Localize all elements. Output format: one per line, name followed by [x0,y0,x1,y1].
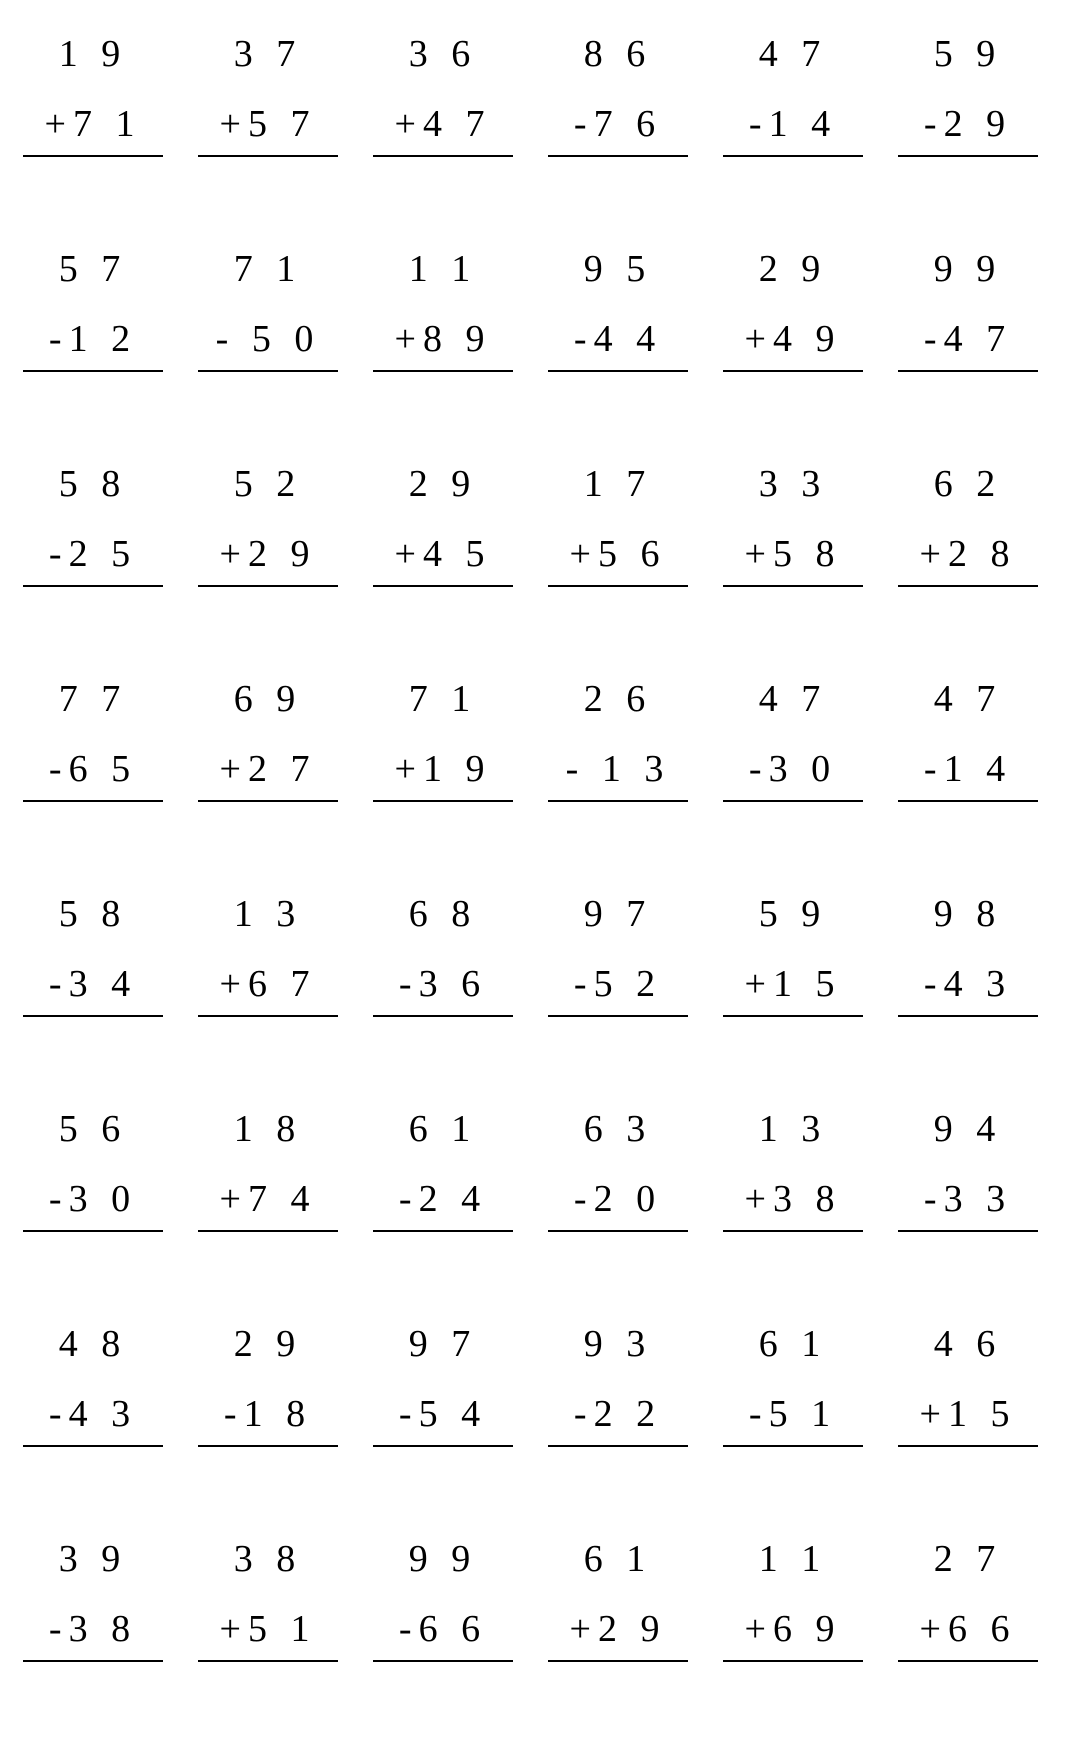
top-number: 7 1 [233,248,303,290]
top-number: 2 9 [758,248,828,290]
answer-line [548,1015,688,1017]
top-number: 2 7 [933,1538,1003,1580]
top-number: 9 8 [933,893,1003,935]
answer-line [23,370,163,372]
operand-with-operator: -7 6 [573,103,663,145]
operand-with-operator: -3 6 [398,963,488,1005]
operand-with-operator: -2 4 [398,1178,488,1220]
operand-with-operator: +5 1 [219,1608,317,1650]
top-number: 5 9 [758,893,828,935]
problem-card [18,680,168,810]
problem-card [893,895,1043,1025]
operand-with-operator: -4 3 [48,1393,138,1435]
answer-line [373,585,513,587]
operand-with-operator: +1 5 [744,963,842,1005]
answer-line [198,1660,338,1662]
answer-line [373,1445,513,1447]
top-number: 3 6 [408,33,478,75]
top-number: 5 8 [58,463,128,505]
operand-with-operator: +6 7 [219,963,317,1005]
problem-card [893,465,1043,595]
answer-line [198,800,338,802]
operand-with-operator: +5 6 [569,533,667,575]
answer-line [198,585,338,587]
operand-with-operator: -6 6 [398,1608,488,1650]
problem-card [193,35,343,165]
problem-card [543,465,693,595]
operand-with-operator: +5 8 [744,533,842,575]
operand-with-operator: -3 0 [48,1178,138,1220]
operand-with-operator: -4 4 [573,318,663,360]
problem-card [18,895,168,1025]
problem-card [718,250,868,380]
answer-line [373,155,513,157]
operand-with-operator: +7 1 [44,103,142,145]
problem-card [368,35,518,165]
top-number: 6 9 [233,678,303,720]
problem-card [368,250,518,380]
top-number: 9 5 [583,248,653,290]
top-number: 3 3 [758,463,828,505]
operand-with-operator: -5 2 [573,963,663,1005]
operand-with-operator: +1 5 [919,1393,1017,1435]
problem-card [368,1325,518,1455]
operand-with-operator: -4 3 [923,963,1013,1005]
top-number: 9 4 [933,1108,1003,1150]
problem-card [193,895,343,1025]
top-number: 5 7 [58,248,128,290]
answer-line [898,1445,1038,1447]
top-number: 4 7 [758,33,828,75]
answer-line [373,370,513,372]
problem-card [718,1325,868,1455]
problem-card [543,680,693,810]
top-number: 3 9 [58,1538,128,1580]
top-number: 5 8 [58,893,128,935]
answer-line [373,1230,513,1232]
problem-card [18,465,168,595]
answer-line [898,370,1038,372]
answer-line [548,800,688,802]
top-number: 9 3 [583,1323,653,1365]
problem-card [893,1540,1043,1670]
top-number: 7 1 [408,678,478,720]
operand-with-operator: -1 2 [48,318,138,360]
operand-with-operator: -5 1 [748,1393,838,1435]
top-number: 9 7 [408,1323,478,1365]
top-number: 1 3 [233,893,303,935]
problem-card [193,680,343,810]
problem-card [193,250,343,380]
operand-with-operator: -3 3 [923,1178,1013,1220]
top-number: 5 2 [233,463,303,505]
top-number: 4 8 [58,1323,128,1365]
operand-with-operator: -3 0 [748,748,838,790]
answer-line [548,155,688,157]
top-number: 9 9 [408,1538,478,1580]
operand-with-operator: +4 9 [744,318,842,360]
answer-line [198,370,338,372]
answer-line [723,155,863,157]
problem-card [543,1540,693,1670]
operand-with-operator: +4 5 [394,533,492,575]
operand-with-operator: -2 9 [923,103,1013,145]
operand-with-operator: +8 9 [394,318,492,360]
operand-with-operator: -1 4 [748,103,838,145]
answer-line [198,155,338,157]
top-number: 6 1 [408,1108,478,1150]
top-number: 1 8 [233,1108,303,1150]
operand-with-operator: +2 9 [219,533,317,575]
problem-card [368,1540,518,1670]
answer-line [723,1015,863,1017]
problem-card [368,1110,518,1240]
problem-card [193,1110,343,1240]
operand-with-operator: +2 7 [219,748,317,790]
operand-with-operator: -1 4 [923,748,1013,790]
top-number: 3 8 [233,1538,303,1580]
answer-line [898,800,1038,802]
operand-with-operator: +4 7 [394,103,492,145]
answer-line [898,155,1038,157]
operand-with-operator: +6 9 [744,1608,842,1650]
operand-with-operator: +6 6 [919,1608,1017,1650]
top-number: 1 3 [758,1108,828,1150]
problem-card [18,1325,168,1455]
answer-line [723,1230,863,1232]
problem-card [543,895,693,1025]
operand-with-operator: - 1 3 [565,748,671,790]
problem-card [368,895,518,1025]
operand-with-operator: +5 7 [219,103,317,145]
answer-line [373,1015,513,1017]
answer-line [198,1015,338,1017]
answer-line [23,585,163,587]
answer-line [23,800,163,802]
answer-line [898,1015,1038,1017]
top-number: 7 7 [58,678,128,720]
answer-line [548,1660,688,1662]
top-number: 1 1 [758,1538,828,1580]
top-number: 8 6 [583,33,653,75]
operand-with-operator: -2 2 [573,1393,663,1435]
answer-line [723,1660,863,1662]
problem-card [18,35,168,165]
answer-line [548,585,688,587]
top-number: 2 6 [583,678,653,720]
top-number: 2 9 [233,1323,303,1365]
problem-card [543,1325,693,1455]
answer-line [373,800,513,802]
answer-line [723,585,863,587]
top-number: 6 2 [933,463,1003,505]
answer-line [198,1445,338,1447]
top-number: 6 8 [408,893,478,935]
operand-with-operator: -5 4 [398,1393,488,1435]
answer-line [373,1660,513,1662]
problem-card [18,1110,168,1240]
problem-card [718,895,868,1025]
problem-card [368,465,518,595]
top-number: 1 1 [408,248,478,290]
problem-card [893,35,1043,165]
answer-line [548,1230,688,1232]
top-number: 2 9 [408,463,478,505]
problem-card [18,1540,168,1670]
top-number: 6 1 [583,1538,653,1580]
answer-line [898,1660,1038,1662]
problem-card [893,680,1043,810]
top-number: 5 9 [933,33,1003,75]
operand-with-operator: +1 9 [394,748,492,790]
problem-card [718,35,868,165]
answer-line [23,1445,163,1447]
problem-card [718,465,868,595]
answer-line [23,1230,163,1232]
problem-card [718,680,868,810]
top-number: 4 7 [933,678,1003,720]
top-number: 1 7 [583,463,653,505]
top-number: 6 1 [758,1323,828,1365]
operand-with-operator: -1 8 [223,1393,313,1435]
operand-with-operator: +7 4 [219,1178,317,1220]
problem-card [193,465,343,595]
answer-line [548,370,688,372]
operand-with-operator: +3 8 [744,1178,842,1220]
top-number: 5 6 [58,1108,128,1150]
answer-line [898,1230,1038,1232]
problem-card [718,1540,868,1670]
problem-card [193,1325,343,1455]
problem-card [718,1110,868,1240]
top-number: 6 3 [583,1108,653,1150]
problem-card [543,35,693,165]
answer-line [723,800,863,802]
answer-line [723,370,863,372]
answer-line [898,585,1038,587]
problem-card [893,250,1043,380]
operand-with-operator: +2 9 [569,1608,667,1650]
operand-with-operator: -4 7 [923,318,1013,360]
top-number: 3 7 [233,33,303,75]
problem-card [543,250,693,380]
top-number: 1 9 [58,33,128,75]
answer-line [23,155,163,157]
problem-card [368,680,518,810]
operand-with-operator: -2 0 [573,1178,663,1220]
operand-with-operator: +2 8 [919,533,1017,575]
problem-card [18,250,168,380]
answer-line [723,1445,863,1447]
top-number: 9 9 [933,248,1003,290]
problem-card [543,1110,693,1240]
operand-with-operator: -3 4 [48,963,138,1005]
answer-line [198,1230,338,1232]
problem-card [893,1110,1043,1240]
problem-card [193,1540,343,1670]
operand-with-operator: - 5 0 [215,318,321,360]
operand-with-operator: -2 5 [48,533,138,575]
answer-line [548,1445,688,1447]
answer-line [23,1660,163,1662]
answer-line [23,1015,163,1017]
top-number: 4 7 [758,678,828,720]
top-number: 4 6 [933,1323,1003,1365]
operand-with-operator: -3 8 [48,1608,138,1650]
operand-with-operator: -6 5 [48,748,138,790]
top-number: 9 7 [583,893,653,935]
problem-card [893,1325,1043,1455]
